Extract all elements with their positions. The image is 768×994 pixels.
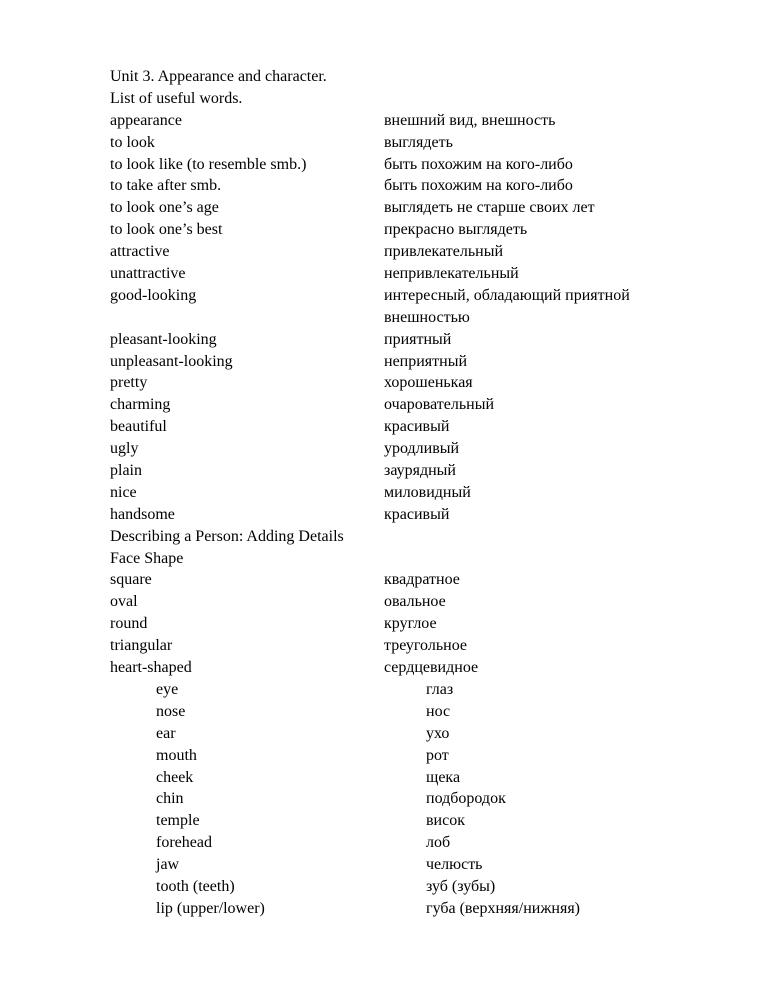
- english-term: chin: [156, 790, 184, 808]
- russian-translation: треугольное: [384, 637, 467, 655]
- english-term: beautiful: [110, 418, 167, 436]
- russian-translation: глаз: [426, 680, 454, 698]
- russian-translation: неприятный: [384, 352, 468, 370]
- russian-translation: прекрасно выглядеть: [384, 221, 528, 239]
- vocab-row: [0, 788, 768, 810]
- english-term: tooth (teeth): [156, 877, 235, 895]
- english-term: temple: [156, 812, 200, 830]
- vocab-row: [0, 745, 768, 767]
- russian-translation: заурядный: [384, 462, 456, 480]
- russian-translation: привлекательный: [384, 243, 504, 261]
- russian-translation: круглое: [384, 615, 437, 633]
- english-term: plain: [110, 462, 142, 480]
- english-term: good-looking: [110, 286, 197, 304]
- russian-translation: интересный, обладающий приятной: [384, 286, 630, 304]
- russian-translation: ухо: [426, 724, 450, 742]
- russian-translation: выглядеть: [384, 133, 453, 151]
- english-term: to look one’s best: [110, 221, 223, 239]
- english-term: forehead: [156, 834, 212, 852]
- english-term: appearance: [110, 111, 182, 129]
- english-term: oval: [110, 593, 138, 611]
- english-term: pretty: [110, 374, 148, 392]
- vocab-row: [0, 351, 768, 373]
- russian-translation: хорошенькая: [384, 374, 473, 392]
- english-term: handsome: [110, 505, 175, 523]
- vocab-row: [0, 285, 768, 307]
- english-term: pleasant-looking: [110, 330, 217, 348]
- face-parts-list: [0, 679, 768, 920]
- vocab-row: [0, 241, 768, 263]
- document-title: Unit 3. Appearance and character.: [110, 68, 327, 85]
- russian-translation: приятный: [384, 330, 452, 348]
- face-shape-heading: Face Shape: [110, 549, 184, 567]
- vocab-row: [0, 679, 768, 701]
- section-heading: Describing a Person: Adding Details: [110, 527, 344, 545]
- vocab-main-list: [0, 110, 768, 526]
- document-page: [0, 66, 768, 920]
- russian-translation: овальное: [384, 593, 446, 611]
- vocab-row: [0, 657, 768, 679]
- vocab-row: [0, 219, 768, 241]
- russian-translation: непривлекательный: [384, 265, 519, 283]
- russian-translation: внешностью: [384, 308, 470, 326]
- vocab-row: [0, 175, 768, 197]
- english-term: cheek: [156, 768, 194, 786]
- vocab-row: [0, 898, 768, 920]
- russian-translation: уродливый: [384, 440, 460, 458]
- russian-translation: выглядеть не старше своих лет: [384, 199, 595, 217]
- russian-translation: квадратное: [384, 571, 460, 589]
- title-line: [0, 66, 768, 88]
- vocab-row: [0, 635, 768, 657]
- russian-translation: нос: [426, 702, 451, 720]
- vocab-row: [0, 876, 768, 898]
- russian-translation: рот: [426, 746, 449, 764]
- english-term: ugly: [110, 440, 139, 458]
- vocab-row: [0, 154, 768, 176]
- russian-translation: быть похожим на кого-либо: [384, 155, 573, 173]
- vocab-row: [0, 438, 768, 460]
- vocab-row: [0, 767, 768, 789]
- english-term: heart-shaped: [110, 659, 192, 677]
- english-term: nice: [110, 483, 137, 501]
- vocab-row: [0, 504, 768, 526]
- vocab-row: [0, 460, 768, 482]
- russian-translation: очаровательный: [384, 396, 495, 414]
- vocab-row: [0, 110, 768, 132]
- russian-translation: губа (верхняя/нижняя): [426, 899, 580, 917]
- vocab-row: [0, 132, 768, 154]
- vocab-row: [0, 394, 768, 416]
- russian-translation: лоб: [426, 834, 451, 852]
- russian-translation: быть похожим на кого-либо: [384, 177, 573, 195]
- vocab-row: [0, 810, 768, 832]
- russian-translation: висок: [426, 812, 465, 830]
- vocab-row: [0, 482, 768, 504]
- document-subtitle: List of useful words.: [110, 89, 243, 107]
- russian-translation: красивый: [384, 418, 450, 436]
- vocab-row: [0, 854, 768, 876]
- vocab-row: [0, 197, 768, 219]
- english-term: to look one’s age: [110, 199, 219, 217]
- russian-translation: зуб (зубы): [426, 877, 496, 895]
- vocab-row: [0, 723, 768, 745]
- vocab-row: [0, 569, 768, 591]
- english-term: to look: [110, 133, 155, 151]
- vocab-row: [0, 329, 768, 351]
- english-term: unattractive: [110, 265, 186, 283]
- section-heading-line: [0, 526, 768, 548]
- face-shape-list: [0, 569, 768, 678]
- russian-translation: подбородок: [426, 790, 506, 808]
- english-term: triangular: [110, 637, 173, 655]
- vocab-row: [0, 263, 768, 285]
- english-term: nose: [156, 702, 186, 720]
- english-term: to look like (to resemble smb.): [110, 155, 307, 173]
- russian-translation: щека: [426, 768, 461, 786]
- vocab-row: [0, 591, 768, 613]
- vocab-row: [0, 613, 768, 635]
- english-term: charming: [110, 396, 171, 414]
- vocab-row: [0, 701, 768, 723]
- vocab-row: [0, 372, 768, 394]
- english-term: lip (upper/lower): [156, 899, 265, 917]
- subtitle-line: [0, 88, 768, 110]
- english-term: square: [110, 571, 152, 589]
- english-term: attractive: [110, 243, 170, 261]
- russian-translation: внешний вид, внешность: [384, 111, 556, 129]
- vocab-row: [0, 416, 768, 438]
- face-shape-heading-line: [0, 548, 768, 570]
- english-term: to take after smb.: [110, 177, 222, 195]
- vocab-row: [0, 307, 768, 329]
- russian-translation: красивый: [384, 505, 450, 523]
- english-term: unpleasant-looking: [110, 352, 233, 370]
- english-term: round: [110, 615, 148, 633]
- english-term: jaw: [156, 856, 180, 874]
- english-term: eye: [156, 680, 179, 698]
- english-term: ear: [156, 724, 176, 742]
- vocab-row: [0, 832, 768, 854]
- english-term: mouth: [156, 746, 197, 764]
- russian-translation: сердцевидное: [384, 659, 479, 677]
- russian-translation: челюсть: [426, 856, 483, 874]
- russian-translation: миловидный: [384, 483, 471, 501]
